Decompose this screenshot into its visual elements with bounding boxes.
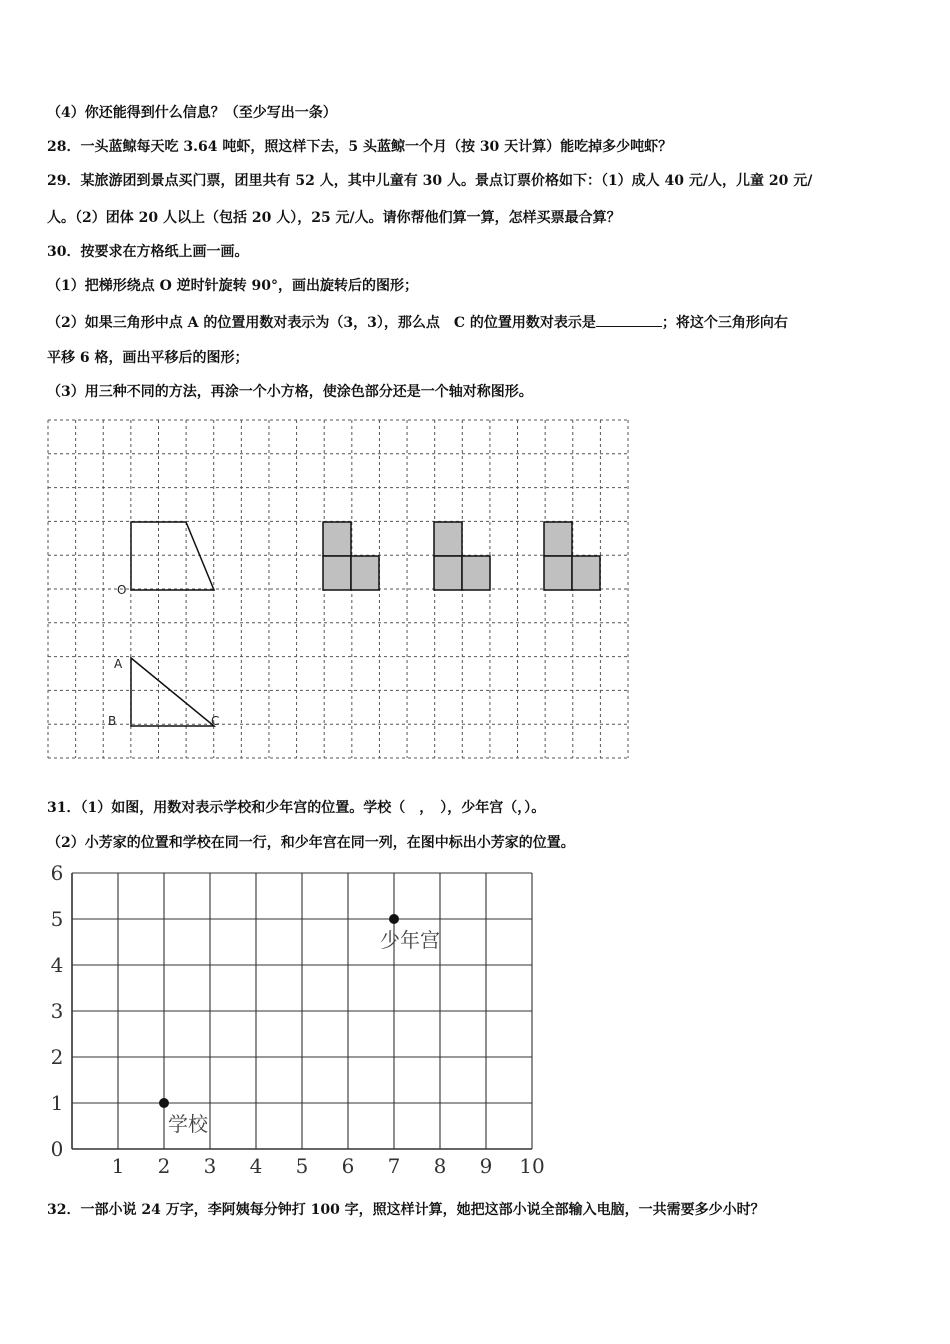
question-31-2: （2）小芳家的位置和学校在同一行，和少年宫在同一列，在图中标出小芳家的位置。: [47, 835, 575, 851]
question-30-2-line2: 平移 6 格，画出平移后的图形；: [47, 350, 249, 366]
dashed-grid: [48, 420, 628, 758]
y-tick-label: 4: [50, 953, 64, 977]
question-32: 32．一部小说 24 万字，李阿姨每分钟打 100 字，照这样计算，她把这部小说全部输入电脑，一共需要多少小时？: [47, 1202, 765, 1218]
point-a-label: A: [114, 657, 123, 671]
y-tick-label: 1: [50, 1091, 64, 1115]
shaded-shape-1: [323, 522, 379, 590]
question-31-1: 31．（1）如图，用数对表示学校和少年宫的位置。学校（ ， ），少年宫（，）。: [47, 800, 546, 816]
x-tick-label: 7: [387, 1154, 401, 1178]
trapezoid-shape: [131, 522, 214, 590]
shaded-shape-2: [434, 522, 490, 590]
x-tick-label: 10: [519, 1154, 545, 1178]
point-c-label: C: [211, 714, 220, 728]
x-tick-label: 1: [111, 1154, 125, 1178]
coordinate-grid-lines: [72, 873, 532, 1149]
answer-blank[interactable]: [596, 312, 662, 327]
question-28: 28．一头蓝鲸每天吃 3.64 吨虾，照这样下去，5 头蓝鲸一个月（按 30 天计算）能吃掉多少吨虾？: [47, 139, 673, 155]
point-b-label: B: [108, 714, 117, 728]
question-30-2-text-before: （2）如果三角形中点 A 的位置用数对表示为（3，3），那么点 C 的位置用数对表示是: [47, 315, 596, 331]
y-tick-label: 5: [50, 907, 64, 931]
question-30-2-text-after: ；将这个三角形向右: [661, 315, 788, 331]
question-30-2: [47, 312, 788, 332]
location-label: 学校: [168, 1112, 208, 1136]
x-tick-label: 6: [341, 1154, 355, 1178]
x-axis-ticks: [112, 1154, 545, 1178]
question-27-4: （4）你还能得到什么信息？（至少写出一条）: [47, 105, 337, 121]
point-o-label: O: [117, 583, 127, 597]
location-dot: [159, 1098, 169, 1108]
x-tick-label: 8: [433, 1154, 447, 1178]
question-29-line1: 29．某旅游团到景点买门票，团里共有 52 人，其中儿童有 30 人。景点订票价格如下：（1）成人 40 元/人，儿童 20 元/: [47, 173, 813, 189]
question-30-3: （3）用三种不同的方法，再涂一个小方格，使涂色部分还是一个轴对称图形。: [47, 384, 533, 400]
x-tick-label: 4: [249, 1154, 263, 1178]
y-tick-label: 3: [50, 999, 64, 1023]
x-tick-label: 2: [157, 1154, 171, 1178]
question-30-1: （1）把梯形绕点 O 逆时针旋转 90°，画出旋转后的图形；: [47, 278, 419, 294]
x-tick-label: 3: [203, 1154, 217, 1178]
shaded-shape-3: [544, 522, 600, 590]
triangle-abc: [131, 658, 214, 726]
question-30: 30．按要求在方格纸上画一画。: [47, 244, 249, 260]
location-points: [159, 914, 440, 1136]
question-29-line2: 人。（2）团体 20 人以上（包括 20 人），25 元/人。请你帮他们算一算，怎样买票最合算？: [47, 210, 621, 226]
x-tick-label: 5: [295, 1154, 309, 1178]
y-tick-label: 2: [50, 1045, 64, 1069]
x-tick-label: 9: [479, 1154, 493, 1178]
y-axis-ticks: [51, 861, 64, 1161]
y-tick-label: 6: [50, 861, 64, 885]
location-dot: [389, 914, 399, 924]
location-label: 少年宫: [380, 928, 440, 952]
y-tick-label: 0: [50, 1137, 64, 1161]
